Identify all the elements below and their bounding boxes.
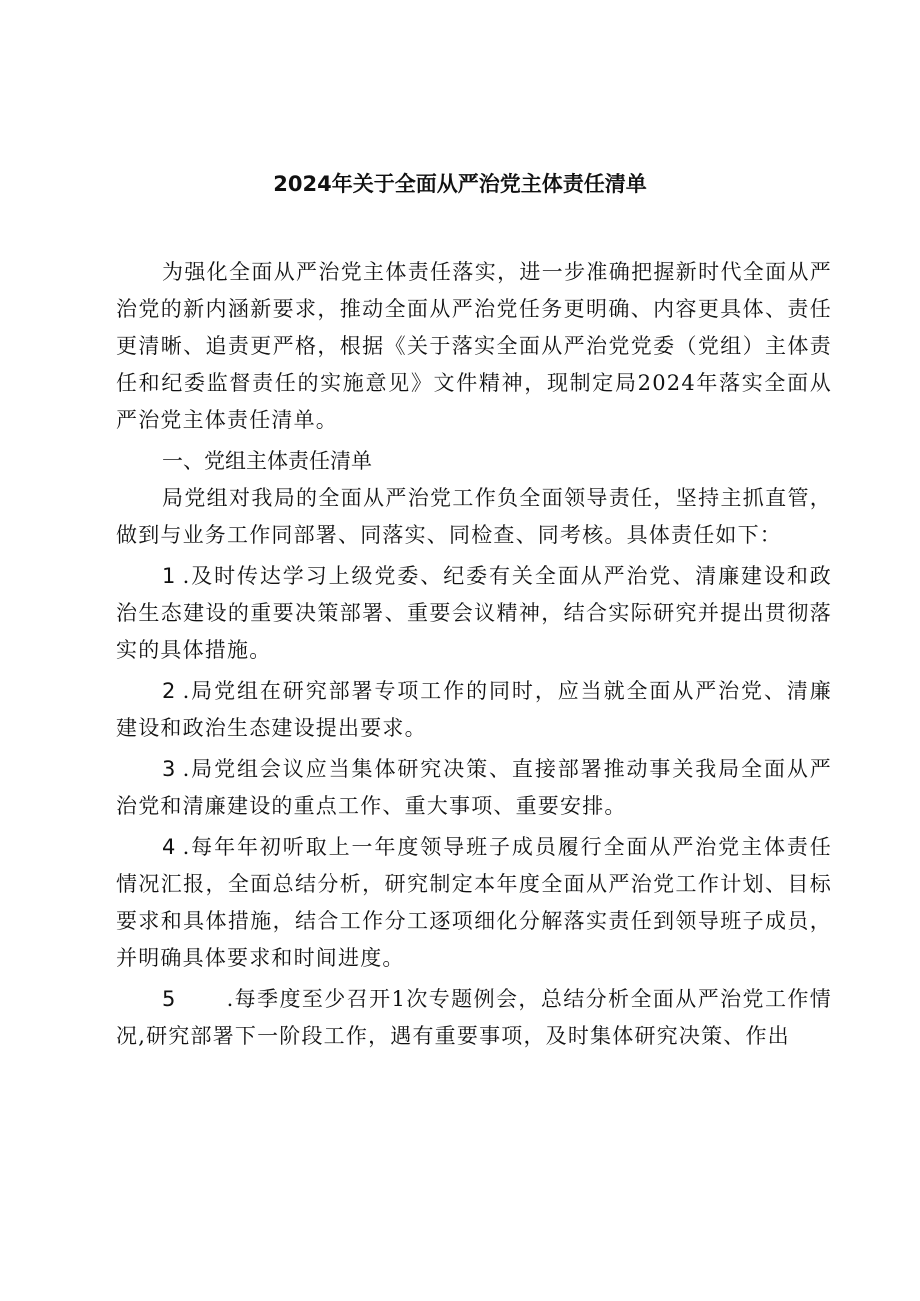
item-text: .每年年初听取上一年度领导班子成员履行全面从严治党主体责任情况汇报，全面总结分析，研究制定本年度全面从严治党工作计划、目标要求和具体措施，结合工作分工逐项细化分解落实责任到领导班子成员，并明确具体要求和时间进度。 [116,835,832,970]
item-number: 5 [162,987,177,1011]
item-text: .局党组在研究部署专项工作的同时，应当就全面从严治党、清廉建设和政治生态建设提出要求。 [116,679,832,740]
document-title: 2024年关于全面从严治党主体责任清单 [273,172,647,196]
item-number: 3 [162,757,177,781]
list-item [116,829,832,977]
list-item [116,673,832,747]
list-item [116,751,832,825]
item-number: 4 [162,835,177,859]
section-heading: 一、党组主体责任清单 [162,449,372,473]
section-intro-paragraph: 局党组对我局的全面从严治党工作负全面领导责任，坚持主抓直管，做到与业务工作同部署、同落实、同检查、同考核。具体责任如下： [116,486,832,547]
item-number: 1 [162,564,177,588]
item-text: .及时传达学习上级党委、纪委有关全面从严治党、清廉建设和政治生态建设的重要决策部署、重要会议精神，结合实际研究并提出贯彻落实的具体措施。 [116,564,832,662]
item-text: .每季度至少召开1次专题例会，总结分析全面从严治党工作情况,研究部署下一阶段工作，遇有重要事项，及时集体研究决策、作出 [116,987,832,1048]
list-item [116,558,832,669]
list-item [116,981,832,1055]
item-number: 2 [162,679,177,703]
intro-paragraph: 为强化全面从严治党主体责任落实，进一步准确把握新时代全面从严治党的新内涵新要求，推动全面从严治党任务更明确、内容更具体、责任更清晰、追责更严格，根据《关于落实全面从严治党党委（党组）主体责任和纪委监督责任的实施意见》文件精神，现制定局2024年落实全面从严治党主体责任清单。 [116,260,832,432]
item-text: .局党组会议应当集体研究决策、直接部署推动事关我局全面从严治党和清廉建设的重点工作、重大事项、重要安排。 [116,757,832,818]
document-body [116,254,832,1055]
